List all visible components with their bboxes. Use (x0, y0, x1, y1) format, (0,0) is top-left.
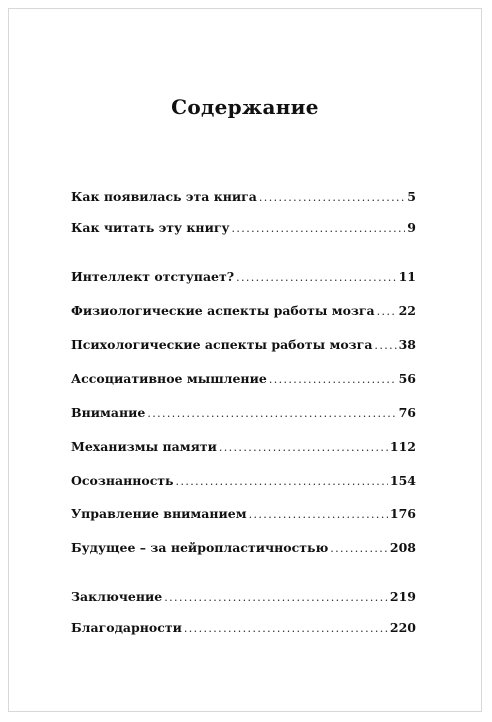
toc-entry-title: Как читать эту книгу (71, 220, 230, 235)
toc-leader-dots (164, 591, 388, 604)
toc-leader-dots (269, 373, 397, 386)
toc-leader-dots (259, 191, 405, 204)
toc-entry-title: Механизмы памяти (71, 439, 217, 454)
toc-leader-dots (184, 622, 388, 635)
toc-entry-title: Физиологические аспекты работы мозга (71, 303, 375, 318)
toc-entry (71, 303, 416, 319)
toc-entry-title: Внимание (71, 405, 146, 420)
toc-entry (71, 540, 416, 556)
toc-leader-dots (236, 271, 397, 284)
toc-page-number: 38 (398, 337, 416, 352)
toc-entry (71, 371, 416, 387)
toc-entry (71, 337, 416, 353)
toc-entry-title: Заключение (71, 589, 163, 604)
toc-entry-title: Как появилась эта книга (71, 189, 257, 204)
book-page (8, 8, 482, 712)
toc-leader-dots (249, 508, 388, 521)
toc-page-number: 9 (407, 220, 416, 235)
page-title: Содержание (171, 95, 319, 119)
toc-entry-title: Управление вниманием (71, 506, 247, 521)
toc-page-number: 219 (389, 589, 416, 604)
toc-leader-dots (377, 305, 397, 318)
toc-page-number: 220 (389, 620, 416, 635)
toc-leader-dots (330, 542, 388, 555)
toc-entry-title: Психологические аспекты работы мозга (71, 337, 373, 352)
toc-leader-dots (232, 222, 406, 235)
toc-entry-title: Благодарности (71, 620, 182, 635)
toc-entry (71, 220, 416, 236)
toc-leader-dots (374, 339, 396, 352)
toc-entry-title: Осознанность (71, 473, 174, 488)
toc-leader-dots (176, 475, 388, 488)
toc-entry (71, 620, 416, 636)
toc-page-number: 11 (398, 269, 416, 284)
toc-page-number: 22 (398, 303, 416, 318)
toc-page-number: 112 (389, 439, 416, 454)
toc-page-number: 56 (398, 371, 416, 386)
toc-entry (71, 439, 416, 455)
toc-page-number: 208 (389, 540, 416, 555)
toc-page-number: 76 (398, 405, 416, 420)
toc-page-number: 176 (389, 506, 416, 521)
toc-entry (71, 405, 416, 421)
toc-entry (71, 589, 416, 605)
toc-entry (71, 189, 416, 205)
toc-leader-dots (147, 407, 396, 420)
toc-leader-dots (219, 441, 388, 454)
toc-entry-title: Интеллект отступает? (71, 269, 235, 284)
toc-entry (71, 473, 416, 489)
toc-page-number: 154 (389, 473, 416, 488)
toc-page-number: 5 (407, 189, 416, 204)
toc-entry-title: Ассоциативное мышление (71, 371, 267, 386)
toc-entry (71, 269, 416, 285)
toc-entry-title: Будущее – за нейропластичностью (71, 540, 329, 555)
toc-entry (71, 506, 416, 522)
